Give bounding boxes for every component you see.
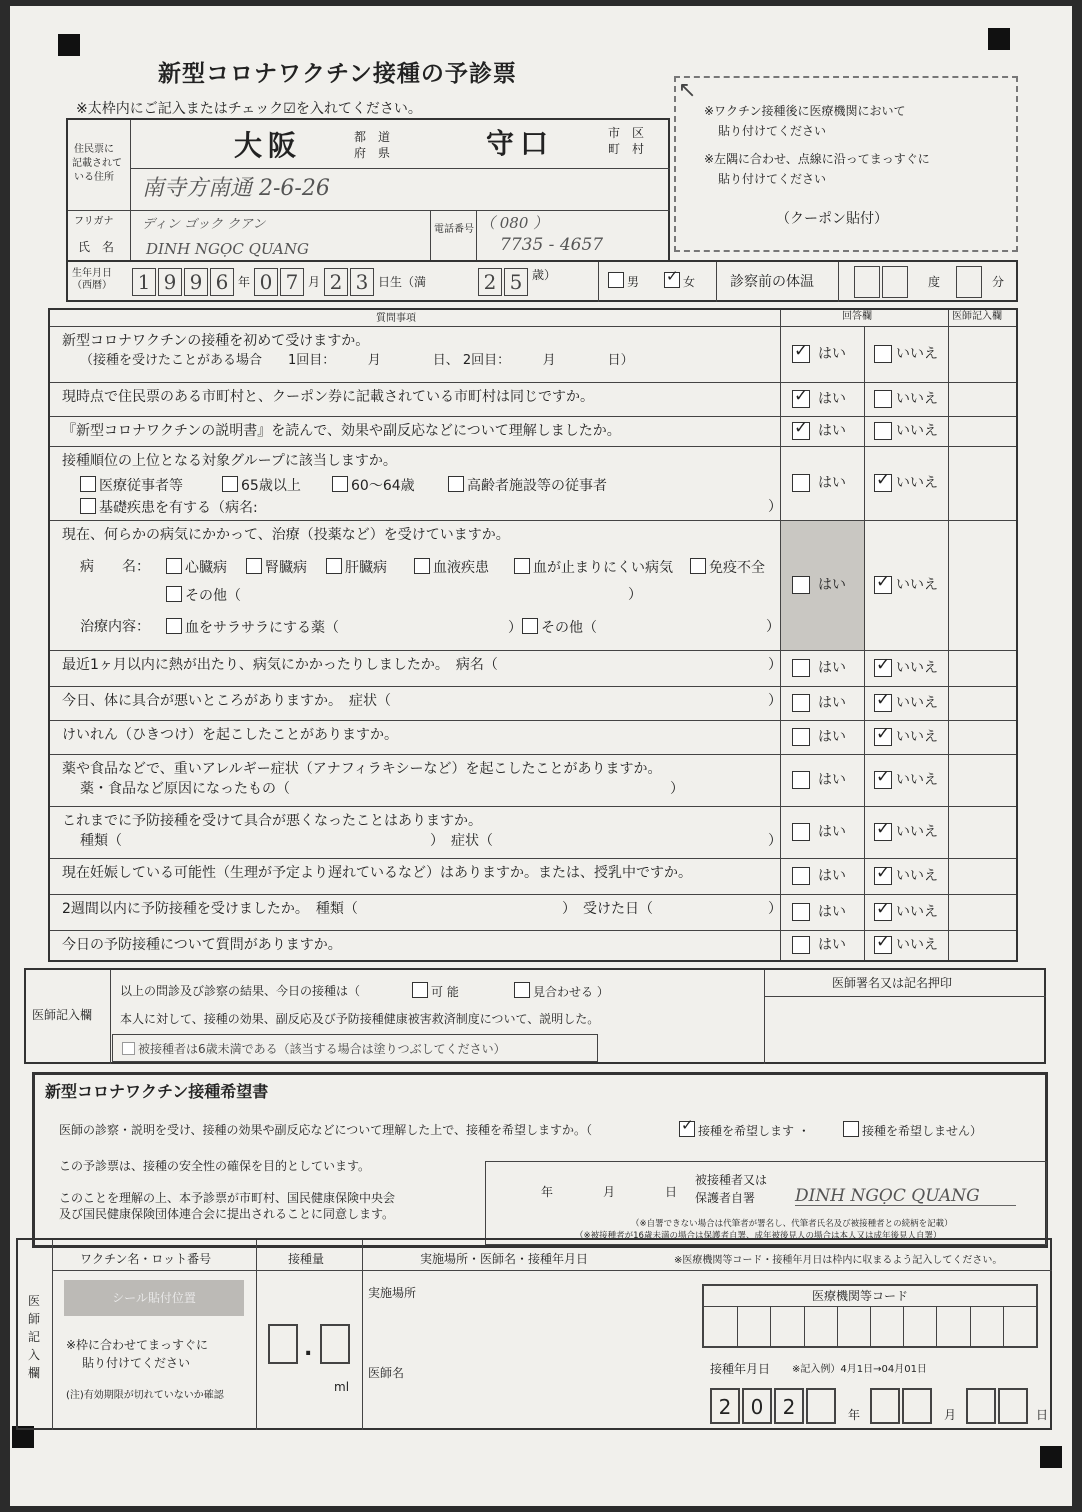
answer-yes-checkbox[interactable]: [792, 474, 810, 492]
answer-yes-checkbox[interactable]: [792, 390, 810, 408]
question-text: これまでに予防接種を受けて具合が悪くなったことはありますか。: [62, 813, 482, 829]
group-option-checkbox[interactable]: [448, 476, 464, 492]
expiry-note: (注)有効期限が切れていないか確認: [66, 1390, 224, 1401]
vaccination-year-digit: 0: [742, 1388, 772, 1424]
answer-yes-checkbox[interactable]: [792, 422, 810, 440]
answer-yes-checkbox[interactable]: [792, 867, 810, 885]
record-note: ※医療機関等コード・接種年月日は枠内に収まるよう記入してください。: [674, 1255, 1003, 1266]
city-value: 守口: [486, 127, 555, 160]
registration-mark-top-right: [988, 28, 1010, 50]
coupon-note-4: 貼り付けてください: [718, 172, 827, 186]
questionnaire-sheet: [10, 6, 1072, 1506]
answer-yes-checkbox[interactable]: [792, 659, 810, 677]
option-postpone[interactable]: 見合わせる ）: [514, 982, 609, 999]
vaccination-day-input[interactable]: [966, 1388, 996, 1424]
vaccination-year-input[interactable]: [806, 1388, 836, 1424]
group-option-checkbox[interactable]: [222, 476, 238, 492]
answer-no-checkbox[interactable]: [874, 823, 892, 841]
not-want-vaccine-checkbox[interactable]: [843, 1121, 859, 1137]
temperature-digit[interactable]: [854, 266, 880, 298]
answer-no-checkbox[interactable]: [874, 659, 892, 677]
age-digit[interactable]: 2: [478, 268, 502, 296]
birthdate-row: 生年月日（西暦） 1 9 9 6 年 0 7 月 2 3 日生（満 2 5 歳） 男 ✓ 女 診察前の体温 度 分: [66, 260, 1018, 302]
answer-no-checkbox[interactable]: [874, 728, 892, 746]
birth-year-digit[interactable]: 9: [184, 268, 208, 296]
question-header: 質問事項: [376, 313, 416, 324]
treatment-option-other[interactable]: ） その他（: [508, 620, 597, 636]
instruction-text: ※太枠内にご記入またはチェック☑を入れてください。: [76, 101, 422, 117]
answer-yes-checkbox[interactable]: [792, 771, 810, 789]
coupon-note-3: ※左隅に合わせ、点線に沿ってまっすぐに: [704, 152, 930, 166]
group-option[interactable]: 医療従事者等: [80, 476, 183, 495]
explanation-text: 本人に対して、接種の効果、副反応及び予防接種健康被害救済制度について、説明した。: [120, 1012, 600, 1026]
temperature-decimal[interactable]: [956, 266, 982, 298]
question-text: 薬や食品などで、重いアレルギー症状（アナフィラキシーなど）を起こしたことがありますか。: [62, 761, 662, 777]
answer-no-checkbox[interactable]: [874, 576, 892, 594]
doctor-name-label: 医師名: [368, 1366, 405, 1380]
disease-checkbox[interactable]: [166, 558, 182, 574]
vaccination-date-label: 接種年月日: [710, 1362, 771, 1376]
birth-month-digit[interactable]: 0: [254, 268, 278, 296]
answer-no-checkbox[interactable]: [874, 422, 892, 440]
group-option-checkbox[interactable]: [80, 476, 96, 492]
question-text: 現時点で住民票のある市町村と、クーポン券に記載されている市町村は同じですか。: [62, 389, 594, 405]
doctor-column-header: 医師記入欄: [952, 311, 1002, 322]
disease-option[interactable]: 心臓病: [166, 558, 227, 577]
answer-yes-checkbox[interactable]: [792, 903, 810, 921]
answer-yes-checkbox[interactable]: [792, 694, 810, 712]
answer-yes-checkbox[interactable]: [792, 823, 810, 841]
birthdate-label: 生年月日（西暦）: [72, 268, 112, 291]
corner-arrow-icon: ↖: [678, 78, 697, 103]
signer-label: 被接種者又は: [695, 1173, 768, 1187]
treatment-checkbox[interactable]: [522, 618, 538, 634]
consent-agreement-1: このことを理解の上、本予診票が市町村、国民健康保険中央会: [59, 1191, 396, 1205]
group-option[interactable]: 65歳以上: [222, 476, 301, 495]
answer-no-checkbox[interactable]: [874, 936, 892, 954]
birth-day-digit[interactable]: 3: [350, 268, 374, 296]
questions-table: 質問事項 回答欄 医師記入欄 新型コロナワクチンの接種を初めて受けますか。 （接種を受けたことがある場合 1回目： 月 日、 2回目： 月 日） ✓ はい いいえ 現時点で住民票のある市町村と、クーポン券に記載されている市町村は同じですか。 ✓ はい いいえ 『新型コロナワクチンの説明書』を読んで、効果や副反応などについて理解しましたか。 ✓ はい いいえ 接種順位の上位となる対象グループに該当しますか。 医療従事者等 65歳以上 60〜64歳 高齢者施設等の従事者 基礎疾患を有する（病名: ） はい ✓ いいえ 現在、何らかの病気にかかって、治療（投薬など）を受けていますか。 病 名： 心臓病 腎臓病 肝臓病 血液疾患 血が止まりにくい病気 免疫不全 その他（ ） 治療内容： 血をサラサラにする薬（ ） その他（ ） はい ✓ いいえ 最近1ヶ月以内に熱が出たり、病気にかかったりしましたか。 病名（ ） はい ✓ いいえ 今日、体に具合が悪いところがありますか。 症状（ ） はい ✓ いいえ けいれん（ひきつけ）を起こしたことがありますか。 はい ✓ いいえ 薬や食品などで、重いアレルギー症状（アナフィラキシーなど）を起こしたことがありますか。 薬・食品など原因になったもの（ ） はい ✓ いいえ これまでに予防接種を受けて具合が悪くなったことはありますか。 種類（ ） 症状（ ） はい ✓ いいえ 現在妊娠している可能性（生理が予定より遅れているなど）はありますか。または、授乳中ですか。 はい ✓ いいえ 2週間以内に予防接種を受けましたか。 種類（ ） 受けた日（ ） はい ✓ いいえ 今日の予防接種について質問がありますか。 はい ✓ いいえ: [48, 308, 1018, 962]
registration-mark-bottom-right: [1040, 1446, 1062, 1468]
option-not-want-vaccine[interactable]: 接種を希望しません）: [843, 1121, 982, 1138]
phone-number-field[interactable]: 7735 - 4657: [500, 235, 604, 255]
answer-no-checkbox[interactable]: [874, 474, 892, 492]
answer-yes-checkbox[interactable]: [792, 728, 810, 746]
consent-title: 新型コロナワクチン接種希望書: [45, 1082, 269, 1101]
disease-option-other[interactable]: その他（: [166, 586, 241, 605]
answer-no-checkbox[interactable]: [874, 867, 892, 885]
temperature-digit[interactable]: [882, 266, 908, 298]
institution-code-field[interactable]: [702, 1284, 1038, 1348]
want-vaccine-checkbox[interactable]: [679, 1121, 695, 1137]
answer-no-checkbox[interactable]: [874, 694, 892, 712]
birth-year-digit[interactable]: 6: [210, 268, 234, 296]
institution-code-label: 医療機関等コード: [812, 1289, 909, 1303]
address-label: 住民票に: [74, 144, 114, 155]
option-possible[interactable]: 可 能: [412, 982, 459, 999]
prefecture-value: 大阪: [234, 129, 303, 162]
question-text: 新型コロナワクチンの接種を初めて受けますか。: [62, 333, 370, 349]
phone-label: 電話番号: [434, 224, 474, 235]
group-option[interactable]: 高齢者施設等の従事者: [448, 476, 607, 495]
signature-field[interactable]: DINH NGỌC QUANG: [795, 1187, 1016, 1206]
answer-yes-checkbox[interactable]: [792, 936, 810, 954]
coupon-note-1: ※ワクチン接種後に医療機関において: [704, 104, 906, 118]
vaccination-year-digit: 2: [710, 1388, 740, 1424]
vaccination-record-box: 医師記入欄 ワクチン名・ロット番号 接種量 実施場所・医師名・接種年月日 ※医療機関等コード・接種年月日は枠内に収まるよう記入してください。 シール貼付位置 ※枠に合わせてまっすぐに 貼り付けてください (注)有効期限が切れていないか確認 . ml 実施場所 医師名 医療機関等コード 接種年月日 ※記入例）4月1日→04月01日 2 0 2 年 月 日: [16, 1238, 1052, 1430]
consent-purpose: この予診票は、接種の安全性の確保を目的としています。: [59, 1159, 371, 1173]
treatment-checkbox[interactable]: [166, 618, 182, 634]
under6-checkbox[interactable]: [122, 1042, 135, 1055]
coupon-label: （クーポン貼付）: [776, 211, 888, 227]
birth-year-digit[interactable]: 9: [158, 268, 182, 296]
group-option[interactable]: 基礎疾患を有する（病名:: [80, 498, 258, 517]
personal-info-box: 住民票に 記載されて いる住所 大阪 都 道 府 県 守口 市 区 町 村 南寺方南通 2-6-26 フリガナ 氏 名 ディン ゴック クアン DINH NGỌC QUANG 電話番号 （ 080 ） 7735 - 4657: [66, 118, 670, 262]
question-text: 2週間以内に予防接種を受けましたか。 種類（: [62, 901, 358, 917]
birth-day-digit[interactable]: 2: [324, 268, 348, 296]
question-text: 現在妊娠している可能性（生理が予定より遅れているなど）はありますか。または、授乳中ですか。: [62, 865, 692, 881]
answer-header: 回答欄: [842, 311, 872, 322]
question-text: 最近1ヶ月以内に熱が出たり、病気にかかったりしましたか。 病名（: [62, 657, 498, 673]
vaccination-year-digit: 2: [774, 1388, 804, 1424]
vaccination-month-input[interactable]: [870, 1388, 900, 1424]
date-example: ※記入例）4月1日→04月01日: [792, 1364, 927, 1375]
question-text: 『新型コロナワクチンの説明書』を読んで、効果や副反応などについて理解しましたか。: [62, 423, 621, 439]
vaccine-header: ワクチン名・ロット番号: [80, 1252, 212, 1266]
disease-checkbox[interactable]: [166, 586, 182, 602]
question-text: 今日、体に具合が悪いところがありますか。 症状（: [62, 693, 391, 709]
gender-male[interactable]: 男: [608, 272, 639, 289]
answer-yes-checkbox[interactable]: [792, 576, 810, 594]
disease-checkbox[interactable]: [690, 558, 706, 574]
question-text: 現在、何らかの病気にかかって、治療（投薬など）を受けていますか。: [62, 527, 510, 543]
under6-option[interactable]: 被接種者は6歳未満である（該当する場合は塗りつぶしてください）: [122, 1042, 506, 1056]
option-want-vaccine[interactable]: ✓ 接種を希望します ・: [679, 1121, 810, 1138]
age-digit[interactable]: 5: [504, 268, 528, 296]
consent-box: 新型コロナワクチン接種希望書 医師の診察・説明を受け、接種の効果や副反応などについて理解した上で、接種を希望しますか。（ ✓ 接種を希望します ・ 接種を希望しません） この予診票は、接種の安全性の確保を目的としています。 このことを理解の上、本予診票が市町村、国民健康保険中央会 及び国民健康保険団体連合会に提出されることに同意します。 年 月 日 被接種者又は 保護者自署 DINH NGỌC QUANG （※自署できない場合は代筆者が署名し、代筆者氏名及び被接種者との続柄を記載） （※被接種者が16歳未満の場合は保護者自署、成年被後見人の場合は本人又は成年後見人自署）: [32, 1072, 1048, 1248]
page-title: 新型コロナワクチン接種の予診票: [158, 61, 517, 87]
place-header: 実施場所・医師名・接種年月日: [420, 1252, 589, 1266]
dose-decimal[interactable]: [320, 1324, 350, 1364]
disease-option[interactable]: 腎臓病: [246, 558, 307, 577]
dose-unit: ml: [334, 1380, 350, 1394]
disease-checkbox[interactable]: [326, 558, 342, 574]
phone-area-code-field[interactable]: （ 080 ）: [480, 214, 549, 232]
sticker-position[interactable]: シール貼付位置: [64, 1280, 244, 1316]
answer-no-checkbox[interactable]: [874, 390, 892, 408]
doctor-section-label: 医師記入欄: [32, 1008, 93, 1022]
name-field[interactable]: DINH NGỌC QUANG: [146, 240, 309, 258]
possible-checkbox[interactable]: [412, 982, 428, 998]
vaccination-day-input[interactable]: [998, 1388, 1028, 1424]
birth-year-digit[interactable]: 1: [132, 268, 156, 296]
disease-option[interactable]: 免疫不全: [690, 558, 765, 577]
name-label: 氏 名: [78, 240, 115, 254]
coupon-area[interactable]: [674, 76, 1018, 252]
answer-no-checkbox[interactable]: [874, 771, 892, 789]
male-checkbox[interactable]: [608, 272, 624, 288]
registration-mark-top-left: [58, 34, 80, 56]
disease-option[interactable]: 血液疾患: [414, 558, 489, 577]
street-address-field[interactable]: 南寺方南通 2-6-26: [142, 176, 330, 201]
question-text: 今日の予防接種について質問がありますか。: [62, 937, 342, 953]
dose-digit[interactable]: [268, 1324, 298, 1364]
sticker-note: ※枠に合わせてまっすぐに: [66, 1338, 209, 1352]
furigana-field[interactable]: ディン ゴック クアン: [142, 217, 266, 232]
disease-checkbox[interactable]: [514, 558, 530, 574]
furigana-label: フリガナ: [74, 216, 114, 227]
dose-header: 接種量: [288, 1252, 325, 1266]
question-text: けいれん（ひきつけ）を起こしたことがありますか。: [62, 727, 398, 743]
disease-option[interactable]: 血が止まりにくい病気: [514, 558, 673, 577]
disease-checkbox[interactable]: [414, 558, 430, 574]
vaccination-month-input[interactable]: [902, 1388, 932, 1424]
temperature-label: 診察前の体温: [730, 274, 814, 290]
record-side-label: 医師記入欄: [28, 1294, 41, 1380]
question-text: 接種順位の上位となる対象グループに該当しますか。: [62, 453, 397, 469]
treatment-option[interactable]: 血をサラサラにする薬（: [166, 618, 339, 637]
consent-agreement-2: 及び国民健康保険団体連合会に提出されることに同意します。: [59, 1207, 395, 1221]
group-option-checkbox[interactable]: [80, 498, 96, 514]
consent-question: 医師の診察・説明を受け、接種の効果や副反応などについて理解した上で、接種を希望しますか。（: [59, 1123, 593, 1137]
coupon-note-2: 貼り付けてください: [718, 124, 827, 138]
group-option-checkbox[interactable]: [332, 476, 348, 492]
postpone-checkbox[interactable]: [514, 982, 530, 998]
place-label: 実施場所: [368, 1286, 417, 1300]
doctor-signature-label: 医師署名又は記名押印: [832, 976, 953, 990]
doctor-judgement-box: [24, 968, 1046, 1064]
birth-month-digit[interactable]: 7: [280, 268, 304, 296]
answer-no-checkbox[interactable]: [874, 345, 892, 363]
female-checkbox[interactable]: [664, 272, 680, 288]
gender-female[interactable]: ✓ 女: [664, 272, 695, 289]
answer-no-checkbox[interactable]: [874, 903, 892, 921]
judgement-text: 以上の問診及び診察の結果、今日の接種は（: [120, 984, 361, 998]
disease-option[interactable]: 肝臓病: [326, 558, 387, 577]
group-option[interactable]: 60〜64歳: [332, 476, 415, 495]
disease-checkbox[interactable]: [246, 558, 262, 574]
answer-yes-checkbox[interactable]: [792, 345, 810, 363]
